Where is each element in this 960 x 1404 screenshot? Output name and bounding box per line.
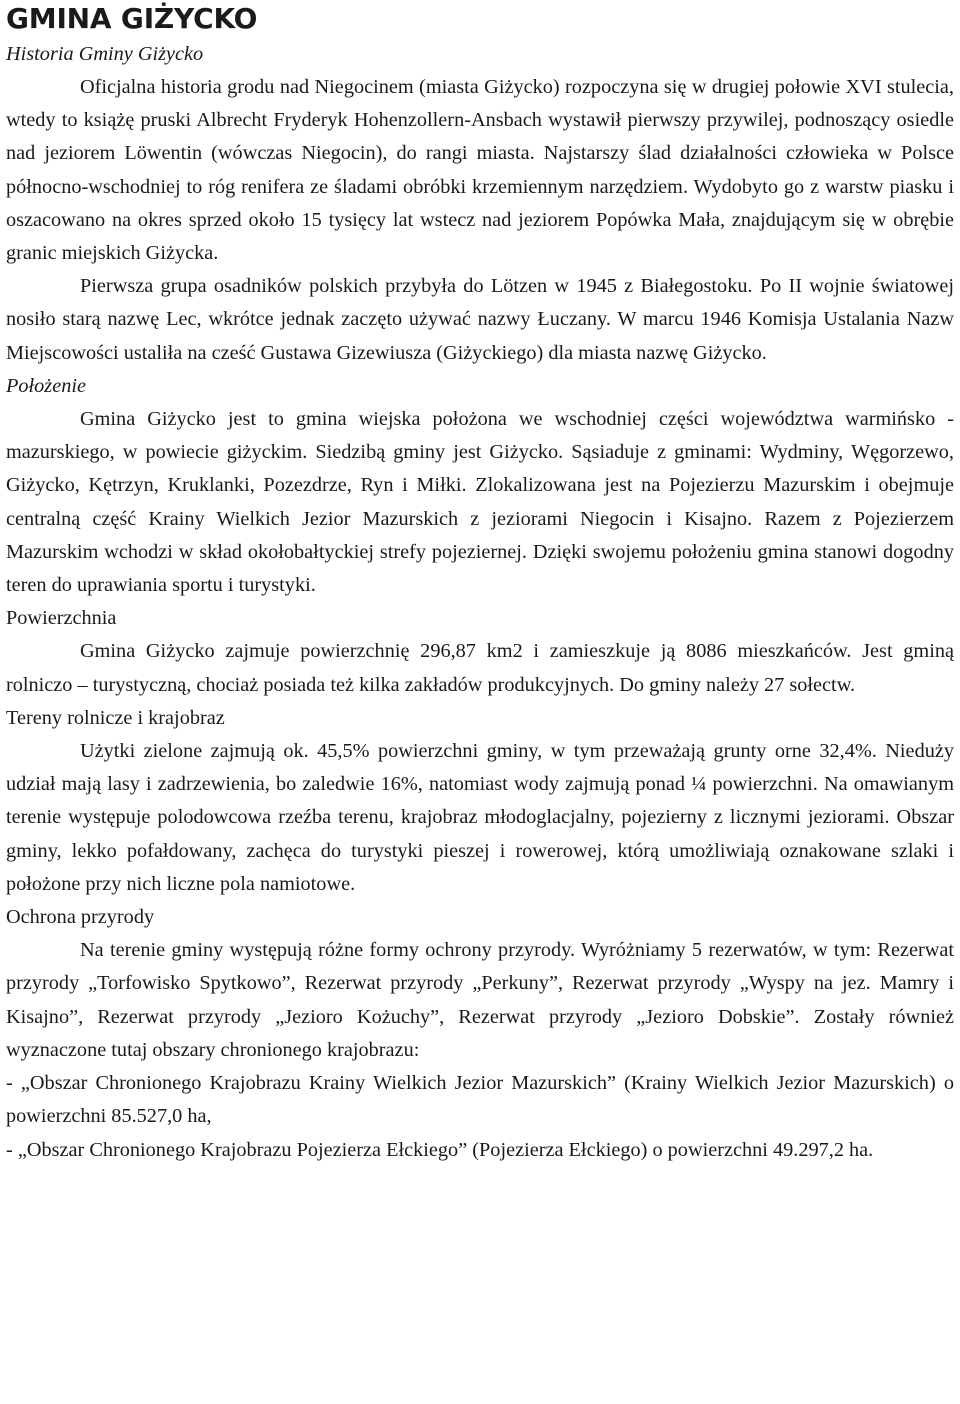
section-landscape <box>6 702 954 901</box>
section-heading: Położenie <box>6 374 86 397</box>
protected-area-item: - „Obszar Chronionego Krajobrazu Pojezierza Ełckiego” (Pojezierza Ełckiego) o powierzchni 49.297,2 ha. <box>6 1138 874 1161</box>
section-heading: Powierzchnia <box>6 607 117 630</box>
history-paragraph: Oficjalna historia grodu nad Niegocinem (miasta Giżycko) rozpoczyna się w drugiej połowie XVI stulecia, wtedy to książę pruski Albrecht Fryderyk Hohenzollern-Ansbach wystawił pierwszy przywilej, podnoszący osiedle nad jeziorem Löwentin (wówczas Niegocin), do rangi miasta. Najstarszy ślad działalności człowieka w Polsce północno-wschodniej to róg renifera ze śladami obróbki krzemiennym narzędziem. Wydobyto go z warstw piasku i oszacowano na okres sprzed około 15 tysięcy lat wstecz nad jeziorem Popówka Mała, znajdującym się w obrębie granic miejskich Giżycka. <box>6 76 954 265</box>
section-nature-protection <box>6 901 954 1167</box>
section-history <box>6 71 954 370</box>
landscape-paragraph: Użytki zielone zajmują ok. 45,5% powierzchni gminy, w tym przeważają grunty orne 32,4%. Nieduży udział mają lasy i zadrzewienia, bo zaledwie 16%, natomiast wody zajmują ponad ¼ powierzchni. Na omawianym terenie występuje polodowcowa rzeźba terenu, krajobraz młodoglacjalny, pojezierny z licznymi jeziorami. Obszar gminy, lekko pofałdowany, zachęca do turystyki pieszej i rowerowej, którą umożliwiają oznakowane szlaki i położone przy nich liczne pola namiotowe. <box>6 740 954 895</box>
document-subtitle: Historia Gminy Giżycko <box>6 43 204 65</box>
nature-paragraph: Na terenie gminy występują różne formy ochrony przyrody. Wyróżniamy 5 rezerwatów, w tym: Rezerwat przyrody „Torfowisko Spytkowo”, Rezerwat przyrody „Perkuny”, Rezerwat przyrody „Wyspy na jez. Mamry i Kisajno”, Rezerwat przyrody „Jezioro Kożuchy”, Rezerwat przyrody „Jezioro Dobskie”. Zostały również wyznaczone tutaj obszary chronionego krajobrazu: <box>6 939 954 1061</box>
area-paragraph: Gmina Giżycko zajmuje powierzchnię 296,87 km2 i zamieszkuje ją 8086 mieszkańców. Jest gminą rolniczo – turystyczną, chociaż posiada też kilka zakładów produkcyjnych. Do gminy należy 27 sołectw. <box>6 640 954 696</box>
history-paragraph: Pierwsza grupa osadników polskich przybyła do Lötzen w 1945 z Białegostoku. Po II wojnie światowej nosiło starą nazwę Lec, wkrótce jednak zaczęto używać nazwy Łuczany. W marcu 1946 Komisja Ustalania Nazw Miejscowości ustaliła na cześć Gustawa Gizewiusza (Giżyckiego) dla miasta nazwę Giżycko. <box>6 275 954 364</box>
document-title: GMINA GIŻYCKO <box>6 2 258 35</box>
section-area <box>6 602 954 702</box>
section-heading: Tereny rolnicze i krajobraz <box>6 706 225 729</box>
location-paragraph: Gmina Giżycko jest to gmina wiejska położona we wschodniej części województwa warmińsko - mazurskiego, w powiecie giżyckim. Siedzibą gminy jest Giżycko. Sąsiaduje z gminami: Wydminy, Węgorzewo, Giżycko, Kętrzyn, Kruklanki, Pozezdrze, Ryn i Miłki. Zlokalizowana jest na Pojezierzu Mazurskim i obejmuje centralną część Krainy Wielkich Jezior Mazurskich z jeziorami Niegocin i Kisajno. Razem z Pojezierzem Mazurskim wchodzi w skład okołobałtyckiej strefy pojeziernej. Dzięki swojemu położeniu gmina stanowi dogodny teren do uprawiania sportu i turystyki. <box>6 408 954 597</box>
section-heading: Ochrona przyrody <box>6 906 155 929</box>
protected-area-item: - „Obszar Chronionego Krajobrazu Krainy Wielkich Jezior Mazurskich” (Krainy Wielkich Jezior Mazurskich) o powierzchni 85.527,0 ha, <box>6 1072 954 1128</box>
section-location <box>6 370 954 602</box>
